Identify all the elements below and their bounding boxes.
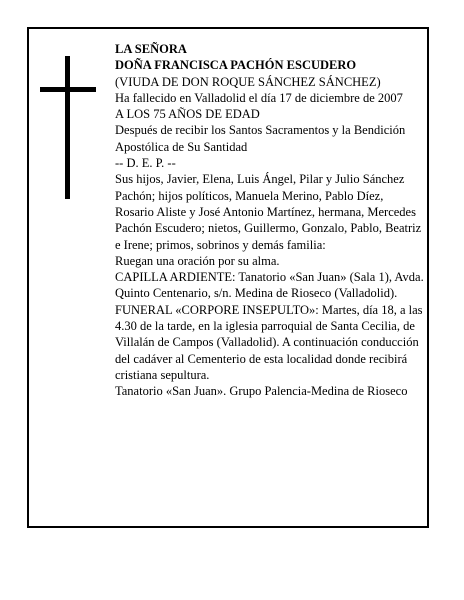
funeral-info: FUNERAL «CORPORE INSEPULTO»: Martes, día 18, a las 4.30 de la tarde, en la iglesia parroquial de Santa Cecilia, de Villalán de Campos (Valladolid). A continuación conducción del cadáver al Cementerio de esta localidad donde recibirá cristiana sepultura.: [115, 302, 423, 382]
cross-horizontal-bar: [40, 87, 96, 92]
funeral-home: Tanatorio «San Juan». Grupo Palencia-Medina de Rioseco: [115, 384, 408, 399]
widow-of: (VIUDA DE DON ROQUE SÁNCHEZ SÁNCHEZ): [115, 74, 381, 89]
notice-title: LA SEÑORA: [115, 42, 187, 56]
cross-vertical-bar: [65, 56, 70, 199]
sacraments-statement: Después de recibir los Santos Sacramentos y la Bendición Apostólica de Su Santidad: [115, 123, 406, 154]
obituary-text: [115, 41, 425, 400]
cross-icon: [40, 56, 96, 199]
chapel-info: CAPILLA ARDIENTE: Tanatorio «San Juan» (Sala 1), Avda. Quinto Centenario, s/n. Medina de Rioseco (Valladolid).: [115, 270, 424, 301]
death-statement: Ha fallecido en Valladolid el día 17 de diciembre de 2007: [115, 90, 403, 105]
family-list: Sus hijos, Javier, Elena, Luis Ángel, Pilar y Julio Sánchez Pachón; hijos políticos, Manuela Merino, Pablo Díez, Rosario Aliste y José Antonio Martínez, hermana, Mercedes Pachón Escudero; nietos, Guillermo, Gonzalo, Pablo, Beatriz e Irene; primos, sobrinos y demás familia:: [115, 172, 422, 252]
age-at-death: A LOS 75 AÑOS DE EDAD: [115, 107, 260, 122]
prayer-request: Ruegan una oración por su alma.: [115, 253, 280, 268]
obituary-notice: [27, 27, 429, 528]
rest-in-peace: -- D. E. P. --: [115, 156, 176, 171]
deceased-name: DOÑA FRANCISCA PACHÓN ESCUDERO: [115, 58, 357, 73]
